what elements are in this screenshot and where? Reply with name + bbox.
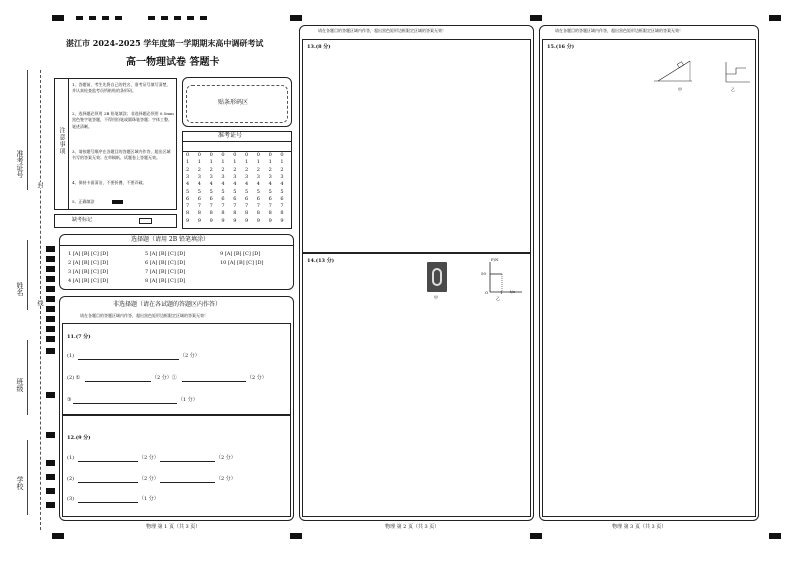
digit-bubble[interactable]: 1 xyxy=(209,159,213,166)
q15-fig-b-label: 乙 xyxy=(731,87,735,92)
digit-bubble[interactable]: 5 xyxy=(280,188,284,195)
name-label: 姓名 xyxy=(16,282,24,296)
digit-bubble[interactable]: 8 xyxy=(197,210,201,217)
digit-bubble[interactable]: 2 xyxy=(245,166,249,173)
q13-box xyxy=(302,39,531,253)
digit-bubble[interactable]: 7 xyxy=(221,203,225,210)
digit-bubble[interactable]: 6 xyxy=(233,195,237,202)
timing-mark xyxy=(769,15,781,21)
side-bar xyxy=(46,432,55,438)
digit-bubble[interactable]: 7 xyxy=(280,203,284,210)
side-bar xyxy=(46,392,55,398)
digit-bubble[interactable]: 9 xyxy=(245,217,249,224)
answer-line[interactable] xyxy=(182,381,246,382)
digit-bubble[interactable]: 9 xyxy=(186,217,190,224)
q12-title: 12.(9 分) xyxy=(67,435,91,441)
note-item: 2、选择题必须用 2B 铅笔填涂；非选择题必须用 0.5mm 黑色签字笔答题，不得用铅笔或圆珠笔答题；字体工整、笔迹清晰。 xyxy=(72,111,174,129)
digit-bubble[interactable]: 2 xyxy=(268,166,272,173)
timing-mark xyxy=(290,533,302,539)
side-bar xyxy=(46,316,55,322)
timing-mark xyxy=(161,16,168,20)
notes-box xyxy=(54,78,177,210)
side-bar xyxy=(46,474,55,480)
q15-figure-b xyxy=(722,60,752,86)
choice-title: 选择题（请用 2B 铅笔填涂） xyxy=(131,236,210,243)
timing-mark xyxy=(89,16,96,20)
choice-item[interactable]: 8 [A] [B] [C] [D] xyxy=(145,278,186,284)
choice-item[interactable]: 6 [A] [B] [C] [D] xyxy=(145,260,186,266)
side-bar xyxy=(46,246,55,252)
digit-bubble[interactable]: 7 xyxy=(233,203,237,210)
page-footer: 物理 第 1 页（共 3 页） xyxy=(146,524,201,530)
choice-item[interactable]: 9 [A] [B] [C] [D] xyxy=(220,251,261,257)
page2-notice: 请在各题目的答题区域内作答，超出黑色矩形边框限定区域的答案无效！ xyxy=(318,28,446,33)
digit-bubble[interactable]: 5 xyxy=(268,188,272,195)
side-bar xyxy=(46,286,55,292)
digit-bubble[interactable]: 3 xyxy=(233,173,237,180)
choice-item[interactable]: 2 [A] [B] [C] [D] xyxy=(68,260,109,266)
timing-mark xyxy=(148,16,155,20)
barcode-label: 贴条形码区 xyxy=(218,99,249,106)
choice-header-line xyxy=(59,245,294,246)
q15-figure-a xyxy=(650,55,696,87)
digit-bubble[interactable]: 8 xyxy=(280,210,284,217)
digit-bubble[interactable]: 5 xyxy=(221,188,225,195)
missing-label: 缺考标记 xyxy=(72,217,93,223)
choice-item[interactable]: 4 [A] [B] [C] [D] xyxy=(68,278,109,284)
timing-mark xyxy=(187,16,194,20)
digit-bubble[interactable]: 1 xyxy=(186,159,190,166)
digit-bubble[interactable]: 4 xyxy=(280,181,284,188)
digit-bubble[interactable]: 4 xyxy=(186,181,190,188)
exam-no-underline xyxy=(27,70,28,190)
side-bar xyxy=(46,326,55,332)
q12-score: （2 分） xyxy=(216,476,236,482)
q15-fig-a-label: 甲 xyxy=(678,87,682,92)
choice-item[interactable]: 1 [A] [B] [C] [D] xyxy=(68,251,109,257)
side-bar xyxy=(46,296,55,302)
digit-bubble[interactable]: 1 xyxy=(197,159,201,166)
q14-axis-f: F/N xyxy=(491,257,499,262)
digit-bubble[interactable]: 0 xyxy=(256,152,260,158)
digit-bubble[interactable]: 5 xyxy=(233,188,237,195)
digit-bubble[interactable]: 8 xyxy=(245,210,249,217)
digit-bubble[interactable]: 7 xyxy=(197,203,201,210)
q11-score: （1 分） xyxy=(178,397,198,403)
q12-score: （2 分） xyxy=(216,455,236,461)
digit-bubble[interactable]: 2 xyxy=(256,166,260,173)
school-label: 学校 xyxy=(16,476,24,490)
digit-bubble[interactable]: 4 xyxy=(209,181,213,188)
digit-bubble[interactable]: 3 xyxy=(209,173,213,180)
digit-bubble[interactable]: 0 xyxy=(268,152,272,158)
digit-bubble[interactable]: 9 xyxy=(209,217,213,224)
q15-title: 15.(16 分) xyxy=(547,44,575,50)
timing-mark xyxy=(102,16,109,20)
seal-mark: 封 xyxy=(36,182,43,188)
timing-mark xyxy=(530,533,542,539)
q11-score: （2 分）② xyxy=(152,375,177,381)
digit-bubble[interactable]: 9 xyxy=(221,217,225,224)
choice-item[interactable]: 7 [A] [B] [C] [D] xyxy=(145,269,186,275)
digit-bubble[interactable]: 2 xyxy=(209,166,213,173)
q11-title: 11.(7 分) xyxy=(67,334,91,340)
digit-bubble[interactable]: 9 xyxy=(197,217,201,224)
exam-no-label: 准考证号 xyxy=(16,150,24,178)
side-bar xyxy=(46,256,55,262)
q12-part: (3) xyxy=(67,496,75,502)
digit-bubble[interactable]: 2 xyxy=(280,166,284,173)
choice-item[interactable]: 10 [A] [B] [C] [D] xyxy=(220,260,264,266)
filled-bubble-sample xyxy=(112,200,123,204)
notes-heading: 注意事项 xyxy=(58,127,65,155)
note-item: 3、请按题号顺序在各题目的答题区域内作答，超出区域书写的答案无效；在草稿纸、试题卷上答题无效。 xyxy=(72,149,171,161)
digit-bubble[interactable]: 9 xyxy=(280,217,284,224)
digit-bubble[interactable]: 8 xyxy=(233,210,237,217)
q14-origin: O xyxy=(485,290,489,295)
note-item: 1、答题前，考生先将自己的姓名、准考证号填写清楚，并认真检查监考员所粘贴的条形码。 xyxy=(72,82,171,94)
q15-box xyxy=(542,39,756,517)
class-underline xyxy=(27,340,28,415)
side-bar xyxy=(46,306,55,312)
digit-bubble[interactable]: 3 xyxy=(186,173,190,180)
digit-bubble[interactable]: 7 xyxy=(186,203,190,210)
timing-mark xyxy=(290,15,302,21)
missing-checkbox[interactable] xyxy=(139,218,152,224)
digit-bubble[interactable]: 4 xyxy=(221,181,225,188)
name-underline xyxy=(27,240,28,310)
side-bar xyxy=(46,460,55,466)
digit-bubble[interactable]: 0 xyxy=(197,152,201,158)
digit-bubble[interactable]: 8 xyxy=(268,210,272,217)
digit-bubble[interactable]: 8 xyxy=(209,210,213,217)
side-bar xyxy=(46,348,55,354)
q13-title: 13.(8 分) xyxy=(307,44,331,50)
digit-bubble[interactable]: 0 xyxy=(280,152,284,158)
answer-line[interactable] xyxy=(73,403,177,404)
digit-bubble[interactable]: 1 xyxy=(256,159,260,166)
digit-bubble[interactable]: 3 xyxy=(256,173,260,180)
page-subtitle: 高一物理试卷 答题卡 xyxy=(126,57,220,68)
side-bar xyxy=(46,276,55,282)
q14-axis-t: t/s xyxy=(510,289,516,294)
digit-bubble[interactable]: 1 xyxy=(268,159,272,166)
note-item: 4、保持卡面清洁，不要折叠、不要弄破。 xyxy=(72,180,147,185)
digit-bubble[interactable]: 5 xyxy=(256,188,260,195)
q12-part: (2) xyxy=(67,476,75,482)
q14-photo xyxy=(427,262,447,292)
digit-bubble[interactable]: 9 xyxy=(256,217,260,224)
digit-bubble[interactable]: 4 xyxy=(268,181,272,188)
digit-bubble[interactable]: 6 xyxy=(221,195,225,202)
digit-bubble[interactable]: 5 xyxy=(209,188,213,195)
digit-bubble[interactable]: 6 xyxy=(268,195,272,202)
digit-bubble[interactable]: 6 xyxy=(256,195,260,202)
side-bar xyxy=(46,502,55,508)
digit-bubble[interactable]: 7 xyxy=(256,203,260,210)
answer-line[interactable] xyxy=(160,461,215,462)
q12-score: （2 分） xyxy=(139,476,159,482)
digit-bubble[interactable]: 1 xyxy=(245,159,249,166)
digit-bubble[interactable]: 0 xyxy=(245,152,249,158)
digit-bubble[interactable]: 6 xyxy=(209,195,213,202)
digit-bubble[interactable]: 3 xyxy=(280,173,284,180)
digit-bubble[interactable]: 1 xyxy=(233,159,237,166)
q11-box xyxy=(62,323,291,415)
digit-bubble[interactable]: 8 xyxy=(221,210,225,217)
nonchoice-notice: 请在各题目的答题区域内作答，超出黑色矩形边框限定区域的答案无效！ xyxy=(80,313,208,318)
digit-bubble[interactable]: 6 xyxy=(197,195,201,202)
digit-bubble[interactable]: 6 xyxy=(186,195,190,202)
q11-part: ③ xyxy=(67,397,72,403)
q14-title: 14.(13 分) xyxy=(307,258,335,264)
exam-number-label: 准考证号 xyxy=(218,132,243,139)
q14-fig-a-label: 甲 xyxy=(434,295,438,300)
digit-bubble[interactable]: 8 xyxy=(256,210,260,217)
digit-bubble[interactable]: 5 xyxy=(245,188,249,195)
q11-score: （2 分） xyxy=(247,375,267,381)
digit-bubble[interactable]: 0 xyxy=(186,152,190,158)
digit-bubble[interactable]: 0 xyxy=(209,152,213,158)
nonchoice-title: 非选择题（请在各试题的答题区内作答） xyxy=(113,301,222,308)
answer-line[interactable] xyxy=(78,482,138,483)
side-bar xyxy=(46,266,55,272)
q14-fig-b-label: 乙 xyxy=(496,296,500,301)
digit-bubble[interactable]: 7 xyxy=(245,203,249,210)
answer-line[interactable] xyxy=(78,502,138,503)
digit-bubble[interactable]: 0 xyxy=(233,152,237,158)
line-mark: 线 xyxy=(36,300,43,306)
side-bar xyxy=(46,336,55,342)
q14-value-1: 1 xyxy=(500,290,503,295)
timing-mark xyxy=(530,15,542,21)
digit-bubble[interactable]: 5 xyxy=(197,188,201,195)
digit-bubble[interactable]: 3 xyxy=(197,173,201,180)
page-footer: 物理 第 3 页（共 3 页） xyxy=(612,524,667,530)
q11-score: （2 分） xyxy=(180,353,200,359)
answer-line[interactable] xyxy=(85,381,151,382)
choice-item[interactable]: 3 [A] [B] [C] [D] xyxy=(68,269,109,275)
choice-item[interactable]: 5 [A] [B] [C] [D] xyxy=(145,251,186,257)
notes-divider xyxy=(68,78,69,210)
timing-mark xyxy=(200,16,207,20)
class-label: 班级 xyxy=(16,378,24,392)
digit-bubble[interactable]: 2 xyxy=(233,166,237,173)
digit-bubble[interactable]: 4 xyxy=(233,181,237,188)
digit-bubble[interactable]: 0 xyxy=(221,152,225,158)
digit-bubble[interactable]: 3 xyxy=(268,173,272,180)
page-footer: 物理 第 2 页（共 3 页） xyxy=(385,524,440,530)
q11-part: (1) xyxy=(67,353,75,359)
digit-bubble[interactable]: 5 xyxy=(186,188,190,195)
note-item: 5、正确填涂 xyxy=(72,199,95,204)
page3-notice: 请在各题目的答题区域内作答，超出黑色矩形边框限定区域的答案无效！ xyxy=(555,28,683,33)
school-underline xyxy=(27,440,28,515)
timing-mark xyxy=(52,15,64,21)
digit-bubble[interactable]: 6 xyxy=(245,195,249,202)
digit-bubble[interactable]: 6 xyxy=(280,195,284,202)
q14-photo-subject xyxy=(432,268,442,286)
timing-mark xyxy=(52,533,64,539)
digit-grid xyxy=(184,153,290,227)
digit-bubble[interactable]: 2 xyxy=(197,166,201,173)
q12-part: (1) xyxy=(67,455,75,461)
digit-bubble[interactable]: 8 xyxy=(186,210,190,217)
digit-bubble[interactable]: 3 xyxy=(245,173,249,180)
digit-bubble[interactable]: 4 xyxy=(245,181,249,188)
digit-bubble[interactable]: 3 xyxy=(221,173,225,180)
timing-mark xyxy=(174,16,181,20)
timing-mark xyxy=(76,16,83,20)
answer-line[interactable] xyxy=(160,482,215,483)
digit-bubble[interactable]: 4 xyxy=(256,181,260,188)
digit-bubble[interactable]: 4 xyxy=(197,181,201,188)
answer-line[interactable] xyxy=(78,461,138,462)
answer-line[interactable] xyxy=(78,359,179,360)
digit-bubble[interactable]: 1 xyxy=(221,159,225,166)
q14-value-50: 50 xyxy=(481,271,487,276)
digit-bubble[interactable]: 7 xyxy=(268,203,272,210)
digit-bubble[interactable]: 2 xyxy=(221,166,225,173)
exam-number-header-line xyxy=(182,141,292,142)
page-title: 湛江市 2024-2025 学年度第一学期期末高中调研考试 xyxy=(66,38,264,48)
timing-mark xyxy=(115,16,122,20)
digit-bubble[interactable]: 9 xyxy=(268,217,272,224)
q11-part: (2) ① xyxy=(67,375,81,381)
timing-mark xyxy=(769,533,781,539)
q12-score: （1 分） xyxy=(139,496,159,502)
digit-bubble[interactable]: 7 xyxy=(209,203,213,210)
side-bar xyxy=(46,488,55,494)
digit-bubble[interactable]: 2 xyxy=(186,166,190,173)
q12-score: （2 分） xyxy=(139,455,159,461)
digit-bubble[interactable]: 1 xyxy=(280,159,284,166)
digit-bubble[interactable]: 9 xyxy=(233,217,237,224)
